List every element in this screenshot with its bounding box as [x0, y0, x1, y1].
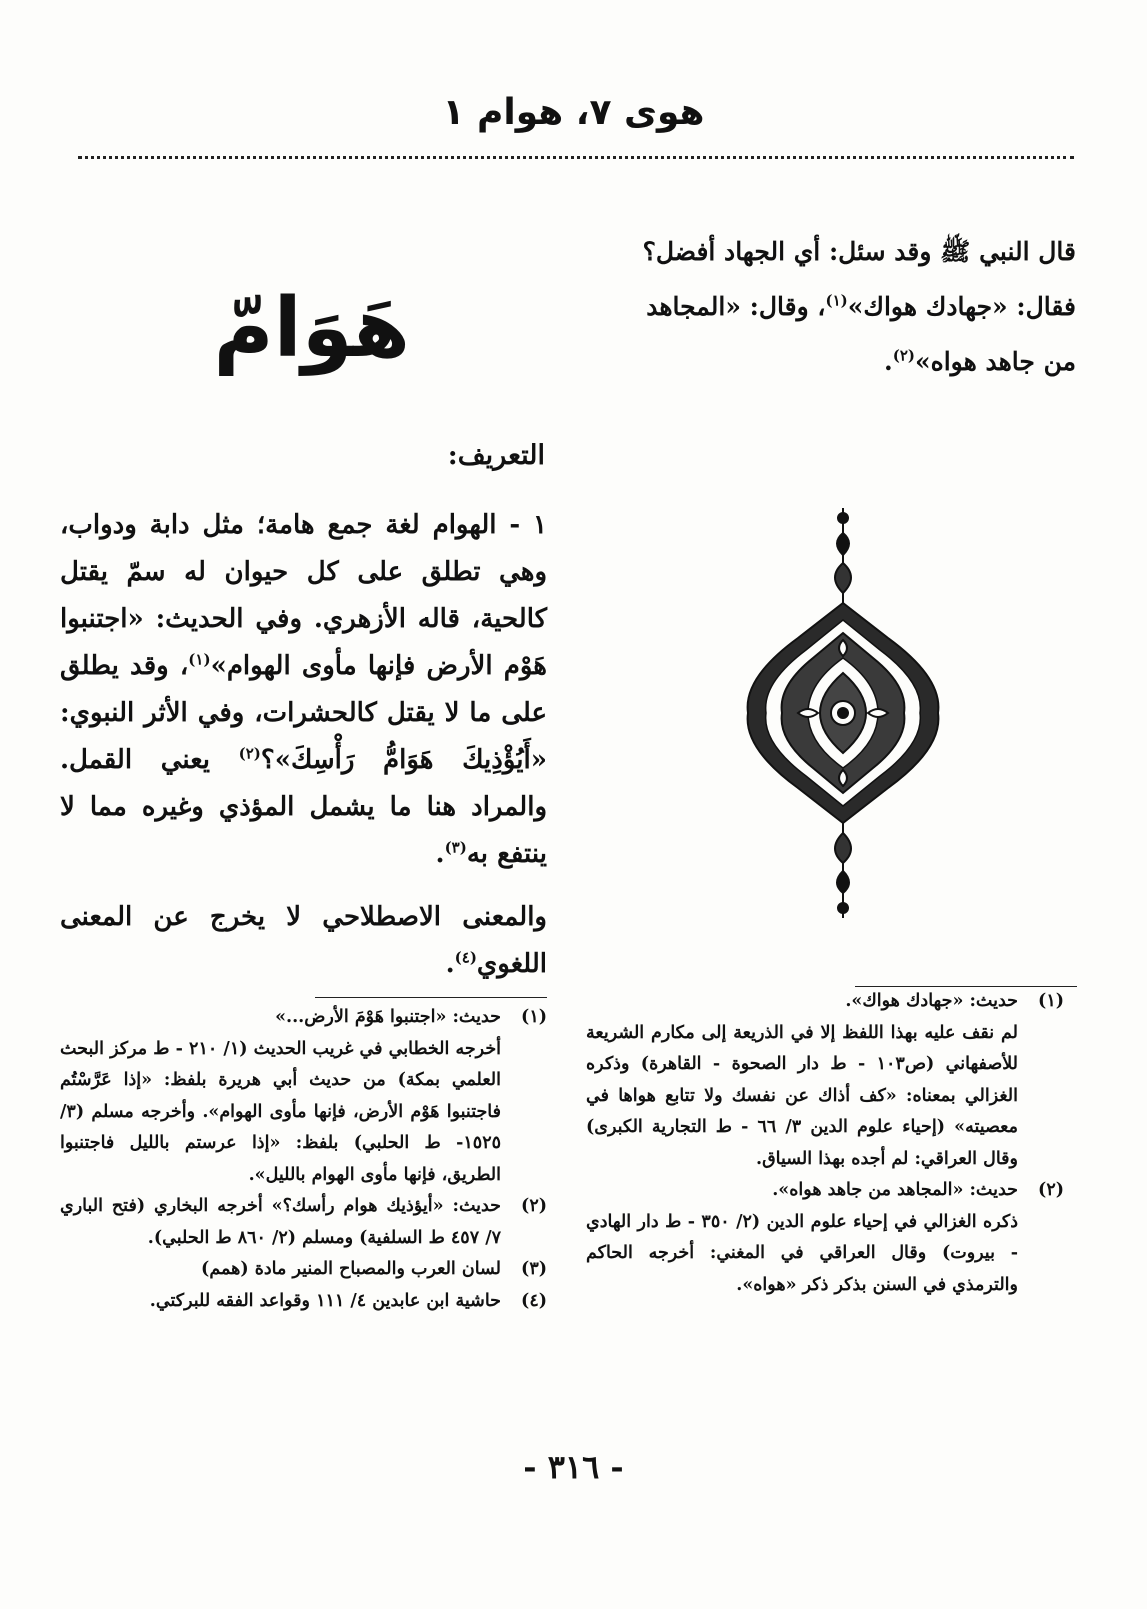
- footnote-line: لم نقف عليه بهذا اللفظ إلا في الذريعة إلى مكارم الشريعة للأصفهاني (ص١٠٣ - ط دار الصحوة - القاهرة) وذكره الغزالي بمعناه: «كف أذاك عن نفسك ولا تتابع هواها في معصيته» (إحياء علوم الدين ٣/ ٦٦ - ط التجارية الكبرى) وقال العراقي: لم أجده بهذا السياق.: [586, 1022, 1019, 1169]
- footnote-line: حديث: «جهادك هواك».: [845, 991, 1018, 1011]
- footnote-item: [586, 1175, 1064, 1301]
- definition-text: ، وقد يطلق على ما لا يقتل كالحشرات، وفي الأثر النبوي: «أَيُؤْذِيكَ هَوَامُّ رَأْسِكَ»؟: [60, 651, 547, 775]
- footnote-item: [60, 1254, 547, 1286]
- quote-line-5: .: [884, 347, 893, 376]
- footnote-line: حديث: «اجتنبوا هَوْمَ الأرض...»: [275, 1007, 501, 1027]
- footnote-item: [60, 1191, 547, 1254]
- footnote-ref: (٢): [238, 744, 261, 763]
- definition-text: ١ - الهوام لغة جمع هامة؛ مثل دابة ودواب، وهي تطلق على كل حيوان له سمّ يقتل كالحية، قاله الأزهري. وفي الحديث: «اجتنبوا هَوْم الأرض فإنها مأوى الهوام»: [60, 510, 548, 681]
- footnote-number: (٣): [521, 1259, 547, 1279]
- definition-text: .: [445, 949, 455, 979]
- footnote-item: [60, 1002, 547, 1191]
- intro-quote-line: [600, 224, 1076, 279]
- footnote-line: ذكره الغزالي في إحياء علوم الدين (٢/ ٣٥٠ - ط دار الهادي - بيروت) وقال العراقي في المغني: أخرجه الحاكم والترمذي في السنن بذكر ذكر «هواه».: [586, 1211, 1019, 1295]
- footnote-number: (٤): [521, 1290, 547, 1311]
- footnote-number: (٢): [521, 1196, 547, 1216]
- footnote-ref: (١): [825, 291, 848, 310]
- intro-quote: [600, 224, 1076, 389]
- footnote-ref: (٤): [454, 948, 477, 967]
- footnote-text: [60, 1191, 501, 1254]
- definition-paragraph-2: [60, 894, 547, 988]
- quote-line-3: ، وقال: «المجاهد: [646, 292, 826, 321]
- footnote-divider-left: [315, 997, 547, 998]
- entry-word-heading: هَوَامّ: [213, 281, 410, 376]
- footnote-number: (٢): [1038, 1180, 1064, 1200]
- footnote-line: حديث: «المجاهد من جاهد هواه».: [772, 1180, 1018, 1200]
- page-header-title: هوى ٧، هوام ١: [442, 92, 705, 133]
- footnote-text: [60, 1002, 501, 1191]
- footnotes-right-column: [586, 986, 1064, 1301]
- quote-line-4: من جاهد هواه»: [915, 347, 1076, 376]
- header-dotted-divider: [78, 156, 1074, 159]
- footnote-text: [586, 1175, 1018, 1301]
- definition-text: والمعنى الاصطلاحي لا يخرج عن المعنى اللغوي: [60, 902, 547, 979]
- footnote-number: (١): [521, 1007, 547, 1027]
- footnotes-left-column: [60, 1002, 547, 1317]
- intro-quote-line: [600, 334, 1076, 389]
- footnote-text: [60, 1254, 501, 1286]
- footnote-ref: (٢): [892, 346, 916, 365]
- section-heading-definition: التعريف:: [447, 440, 545, 471]
- footnote-ref: (٣): [444, 838, 467, 857]
- footnote-number: (١): [1038, 991, 1064, 1011]
- footnote-line: حديث: «أيؤذيك هوام رأسك؟» أخرجه البخاري (فتح الباري ٧/ ٤٥٧ ط السلفية) ومسلم (٢/ ٨٦٠ ط الحلبي).: [60, 1196, 501, 1248]
- footnote-line: لسان العرب والمصباح المنير مادة (همم): [201, 1259, 501, 1279]
- quote-line-1: قال النبي ﷺ وقد سئل: أي الجهاد أفضل؟: [642, 237, 1076, 266]
- footnote-text: [586, 986, 1018, 1175]
- page-number: - ٣١٦ -: [523, 1448, 624, 1486]
- intro-quote-line: [600, 279, 1076, 334]
- ornament-icon: [738, 508, 948, 918]
- footnote-ref: (١): [188, 650, 211, 669]
- footnote-line: حاشية ابن عابدين ٤/ ١١١ وقواعد الفقه للبركتي.: [149, 1290, 501, 1311]
- definition-text: .: [435, 839, 445, 869]
- footnote-item: [60, 1286, 547, 1318]
- definition-body: [60, 502, 547, 988]
- footnote-line: أخرجه الخطابي في غريب الحديث (١/ ٢١٠ - ط مركز البحث العلمي بمكة) من حديث أبي هريرة بلفظ: «إذا عَرَّسْتُم فاجتنبوا هَوْم الأرض، فإنها مأوى الهوام». وأخرجه مسلم (٣/ ١٥٢٥- ط الحلبي) بلفظ: «إذا عرستم بالليل فاجتنبوا الطريق، فإنها مأوى الهوام بالليل».: [60, 1038, 501, 1185]
- footnote-text: [60, 1286, 501, 1318]
- footnote-item: [586, 986, 1064, 1175]
- definition-text: يعني القمل. والمراد هنا ما يشمل المؤذي وغيره مما لا ينتفع به: [60, 745, 547, 869]
- quote-line-2: فقال: «جهادك هواك»: [847, 292, 1076, 321]
- definition-paragraph-1: [60, 502, 547, 878]
